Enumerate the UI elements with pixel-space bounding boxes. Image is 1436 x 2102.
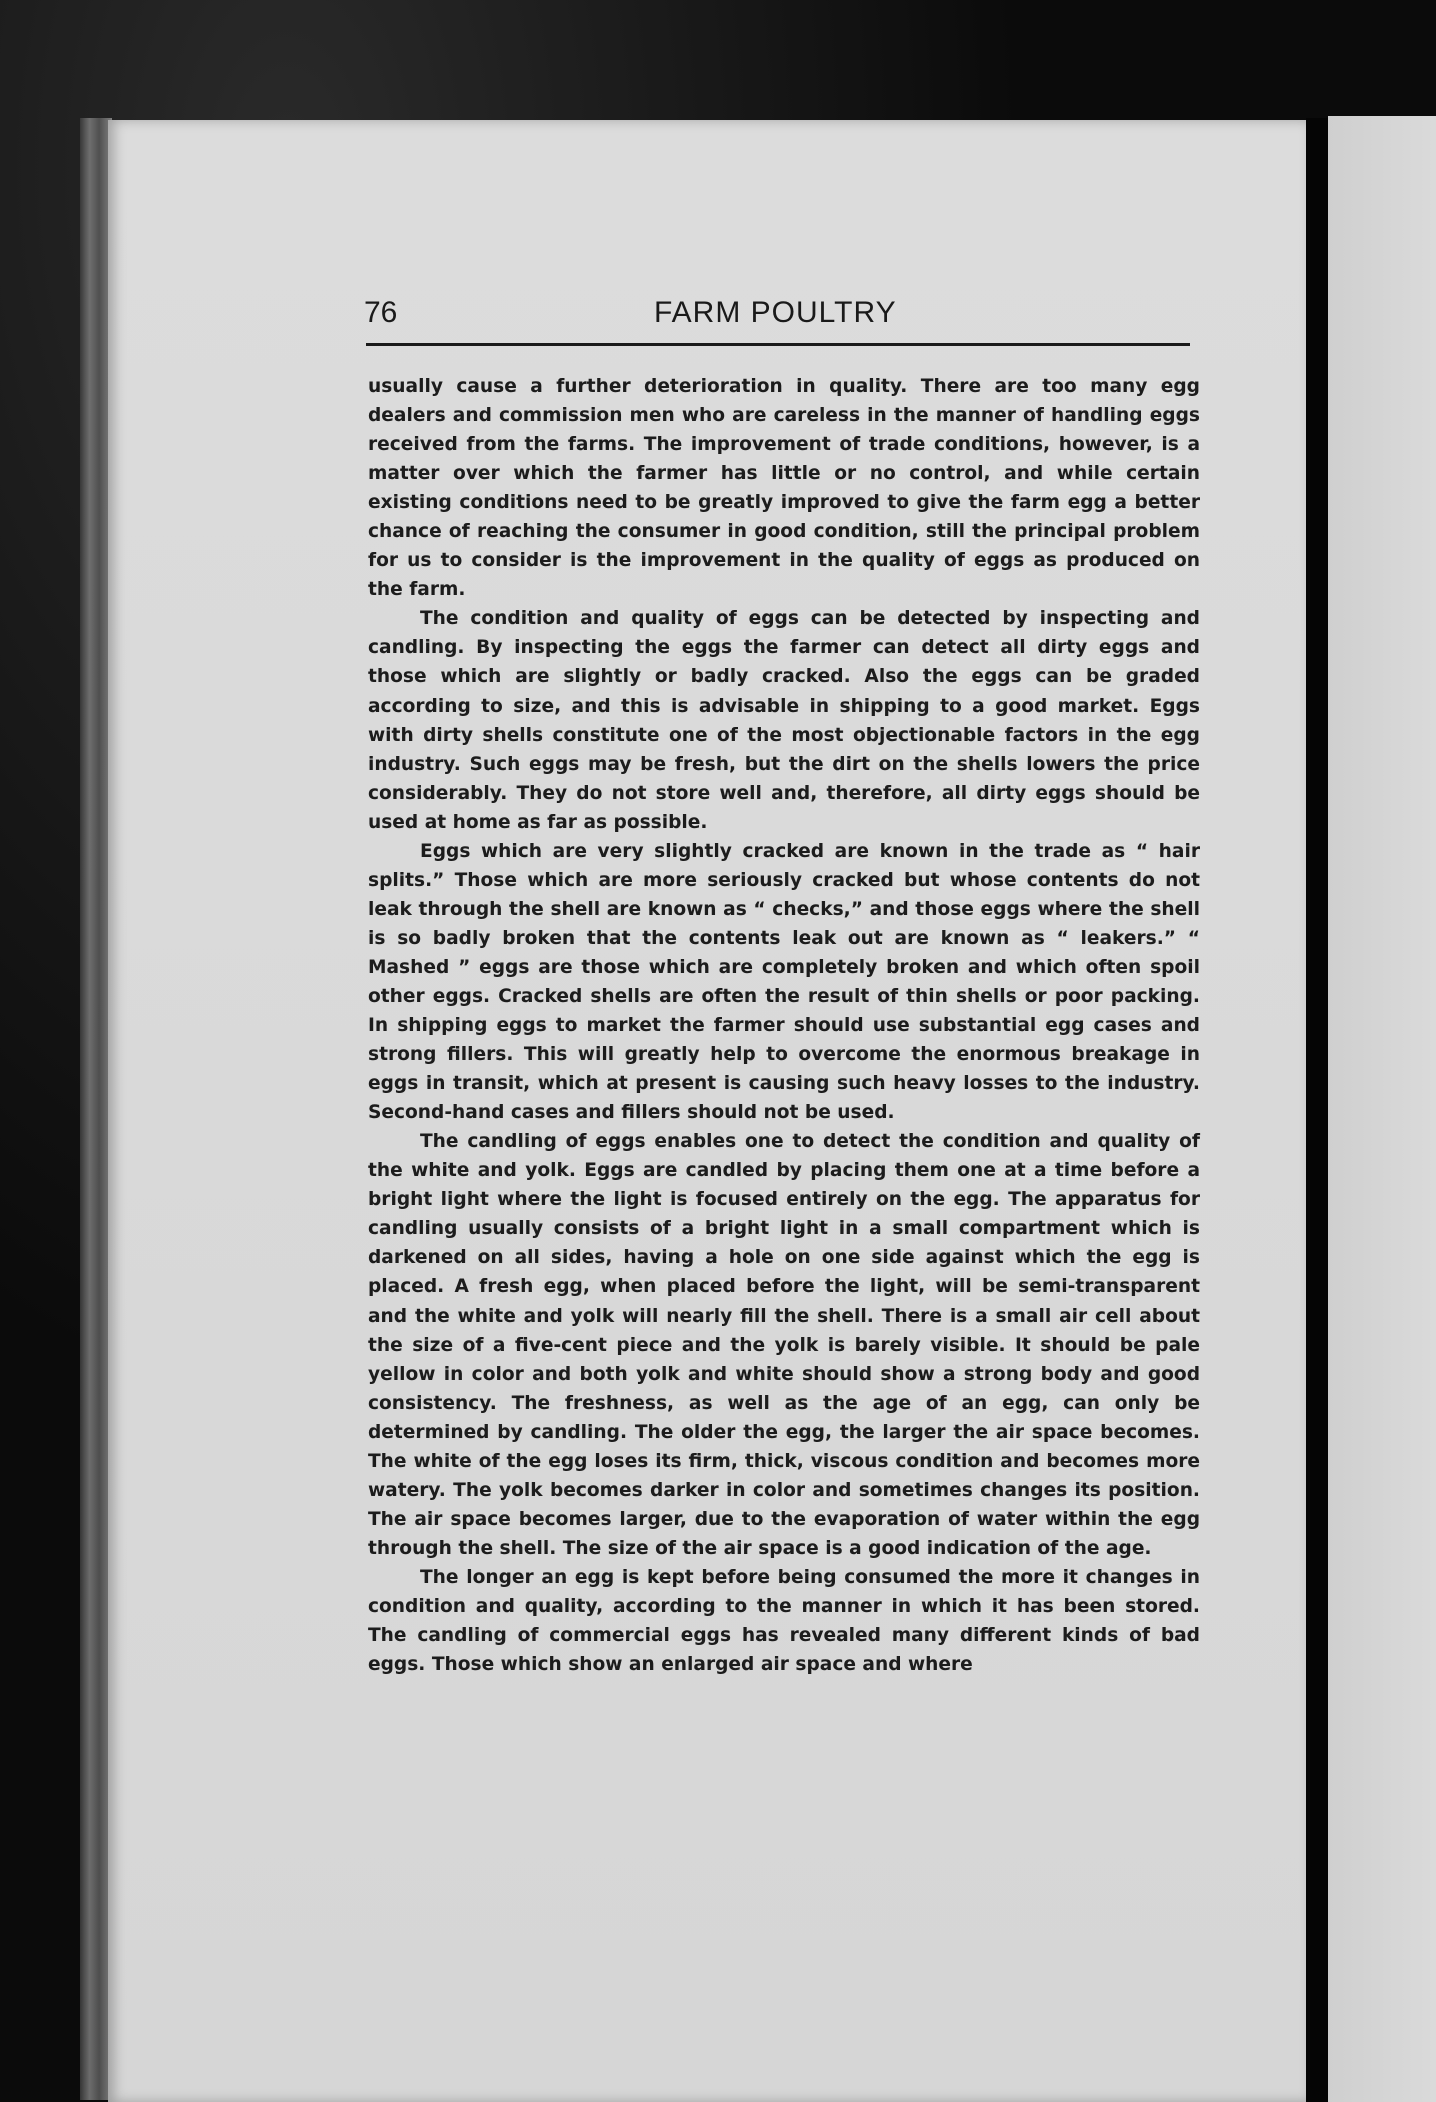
running-head: FARM POULTRY: [654, 296, 897, 329]
page-header: [364, 296, 1182, 340]
paragraph: Eggs which are very slightly cracked are known in the trade as “ hair splits.” Those which are more seriously cracked but whose contents do not leak through the shell are known as “ checks,” and those eggs where the shell is so badly broken that the contents leak out are known as “ leakers.” “ Mashed ” eggs are those which are completely broken and which often spoil other eggs. Cracked shells are often the result of thin shells or poor packing. In shipping eggs to market the farmer should use substantial egg cases and strong fillers. This will greatly help to overcome the enormous breakage in eggs in transit, which at present is causing such heavy losses to the industry. Second-hand cases and fillers should not be used.: [368, 840, 1200, 1124]
adjacent-page: [1328, 116, 1436, 2102]
paragraph: The candling of eggs enables one to detect the condition and quality of the white and yolk. Eggs are candled by placing them one at a time before a bright light where the light is focused entirely on the egg. The apparatus for candling usually consists of a bright light in a small compartment which is darkened on all sides, having a hole on one side against which the egg is placed. A fresh egg, when placed before the light, will be semi-transparent and the white and yolk will nearly fill the shell. There is a small air cell about the size of a five-cent piece and the yolk is barely visible. It should be pale yellow in color and both yolk and white should show a strong body and good consistency. The freshness, as well as the age of an egg, can only be determined by candling. The older the egg, the larger the air space becomes. The white of the egg loses its firm, thick, viscous condition and becomes more watery. The yolk becomes darker in color and sometimes changes its position. The air space becomes larger, due to the evaporation of water within the egg through the shell. The size of the air space is a good indication of the age.: [368, 1131, 1200, 1559]
paragraph: The longer an egg is kept before being consumed the more it changes in condition and quality, according to the manner in which it has been stored. The candling of commercial eggs has revealed many different kinds of bad eggs. Those which show an enlarged air space and where: [368, 1566, 1200, 1676]
body-text: [368, 372, 1200, 1679]
paragraph: The condition and quality of eggs can be detected by inspecting and candling. By inspecting the eggs the farmer can detect all dirty eggs and those which are slightly or badly cracked. Also the eggs can be graded according to size, and this is advisable in shipping to a good market. Eggs with dirty shells constitute one of the most objectionable factors in the egg industry. Such eggs may be fresh, but the dirt on the shells lowers the price considerably. They do not store well and, therefore, all dirty eggs should be used at home as far as possible.: [368, 608, 1200, 833]
page-number: 76: [364, 296, 398, 329]
paragraph: usually cause a further deterioration in quality. There are too many egg dealers and commission men who are careless in the manner of handling eggs received from the farms. The improvement of trade conditions, however, is a matter over which the farmer has little or no control, and while certain existing conditions need to be greatly improved to give the farm egg a better chance of reaching the consumer in good condition, still the principal problem for us to consider is the improvement in the quality of eggs as produced on the farm.: [368, 376, 1200, 601]
book-gutter: [1306, 118, 1328, 2102]
header-rule: [366, 343, 1190, 346]
